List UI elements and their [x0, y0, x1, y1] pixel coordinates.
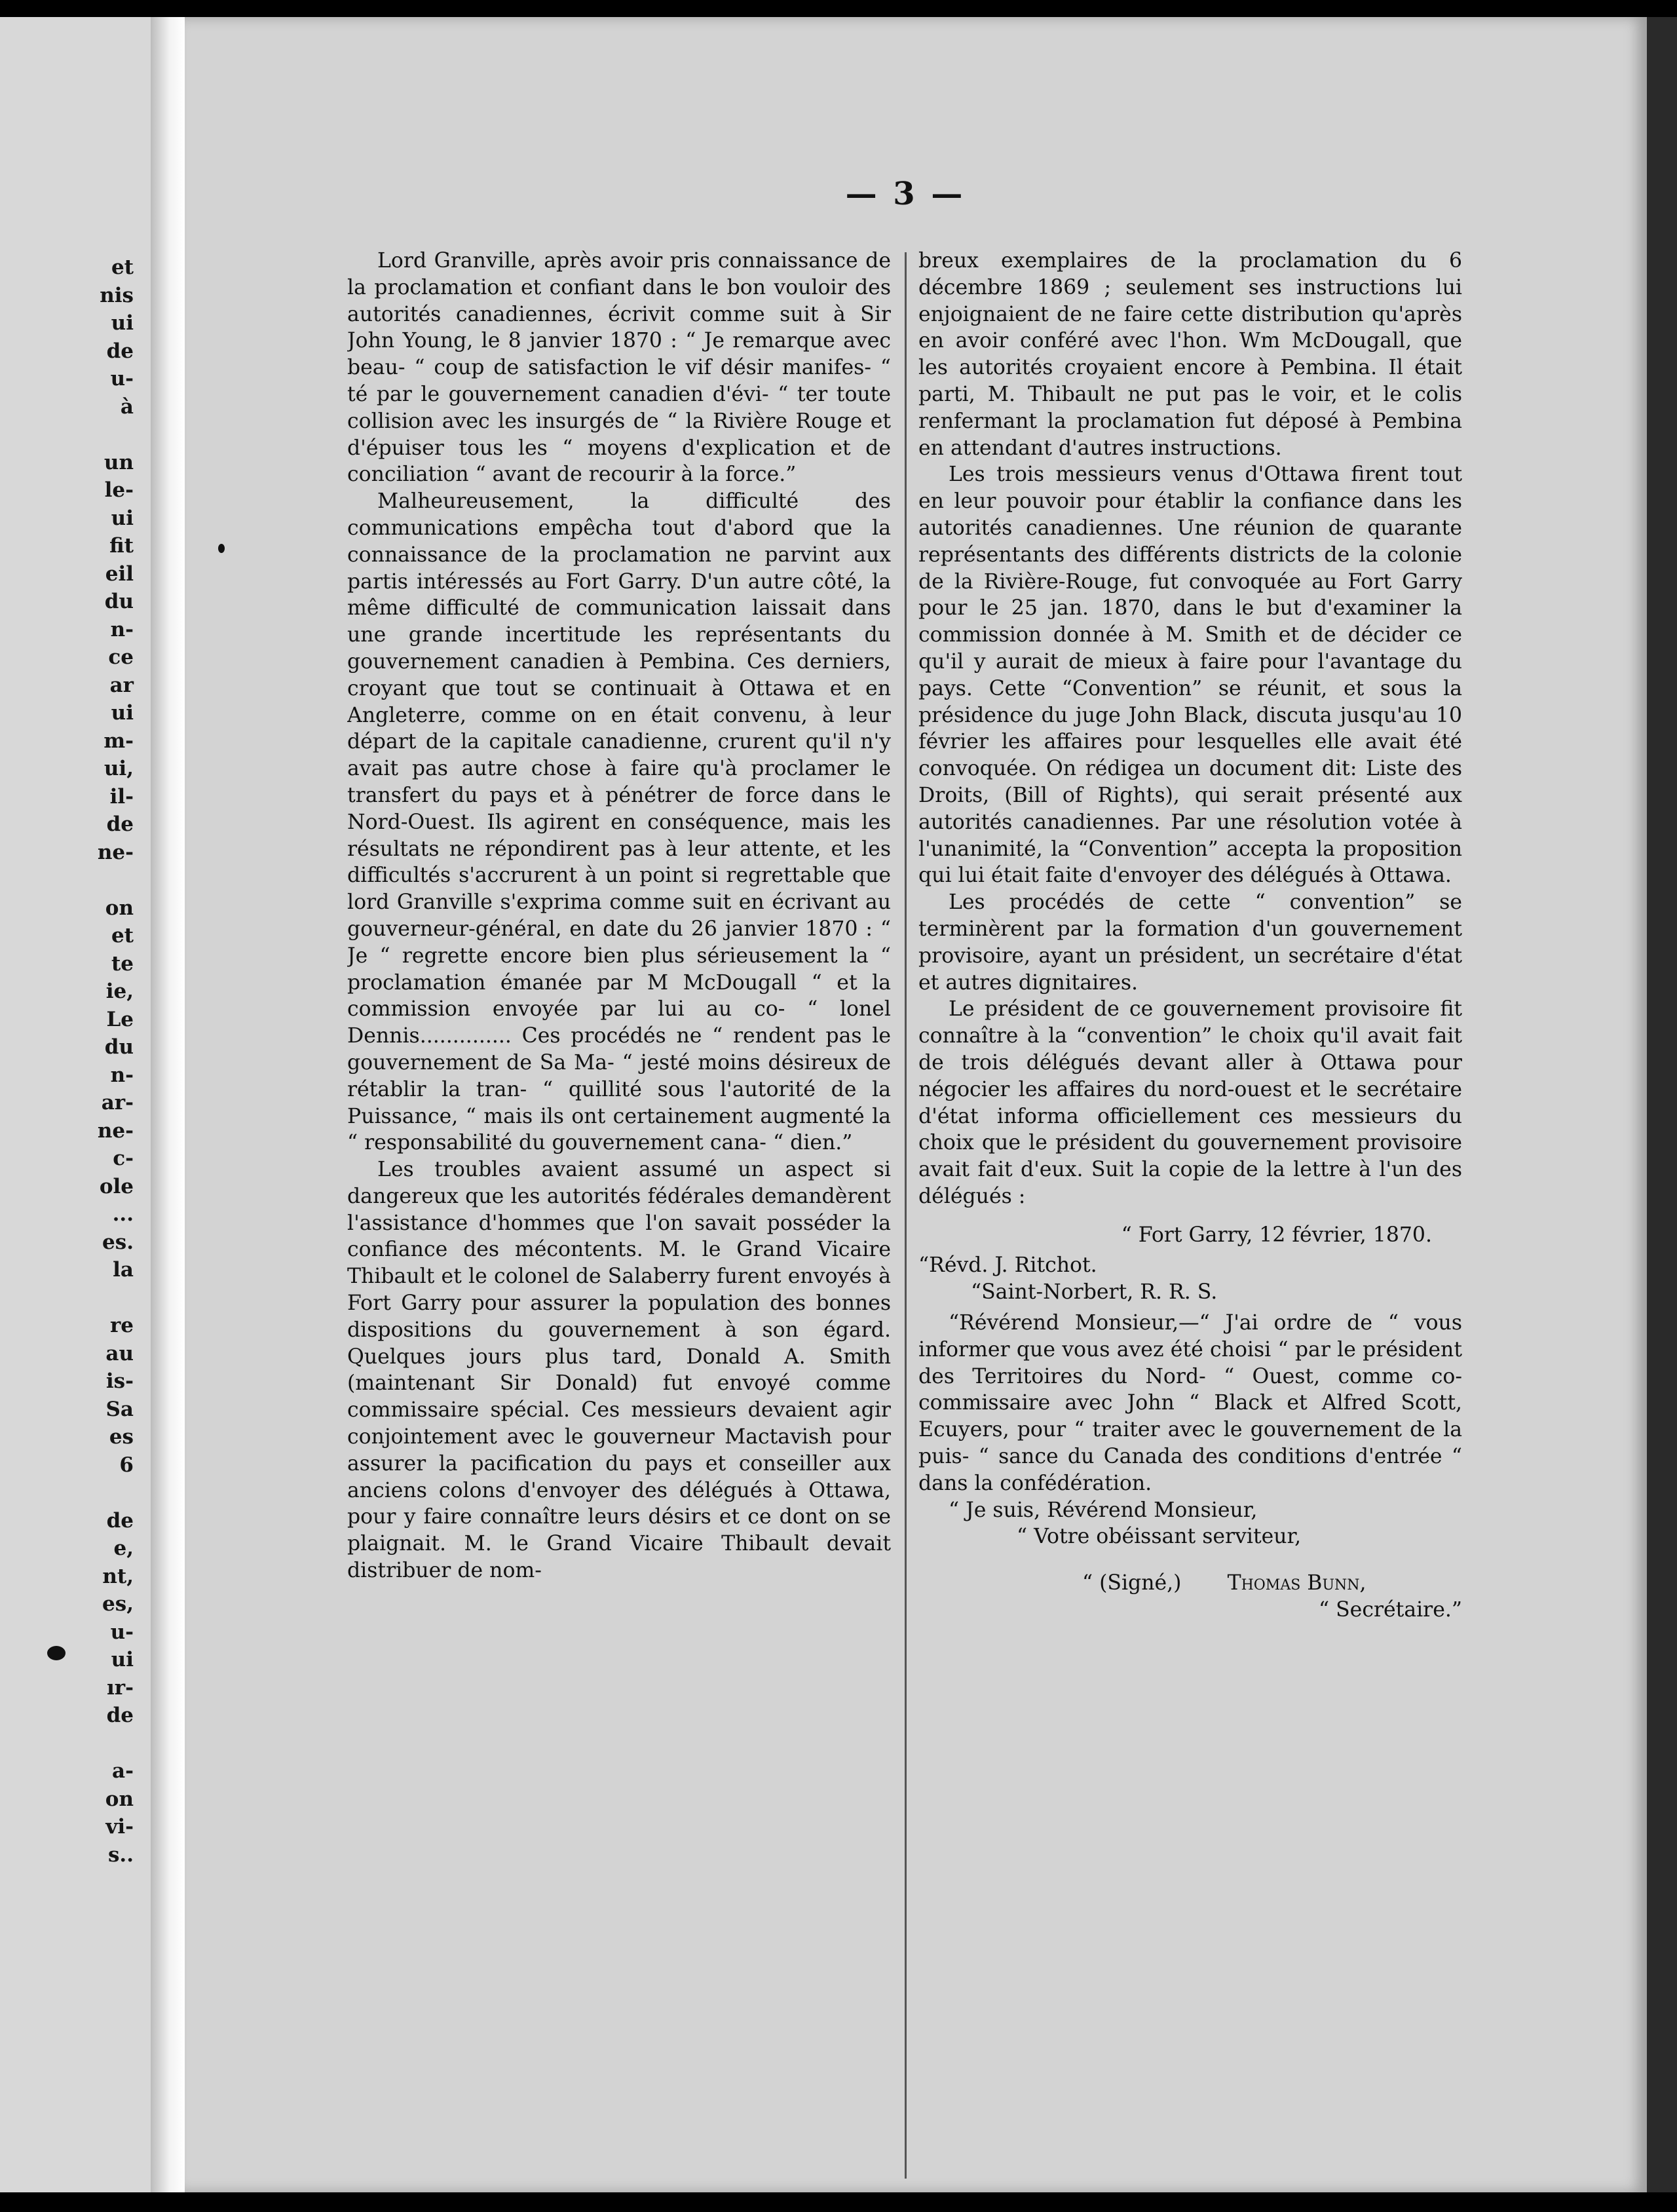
prev-page-fragment: c- [113, 1147, 134, 1170]
prev-page-fragment: ui [111, 506, 134, 530]
paragraph: Les trois messieurs venus d'Ottawa firent tout en leur pouvoir pour établir la confiance dans les autorités canadiennes. Une réunion de quarante représentants des différents districts de la colonie de la Rivière-Rouge, fut convoquée au Fort Garry pour le 25 jan. 1870, dans le but d'examiner la commission donnée à M. Smith et de décider ce qu'il y aurait de mieux à faire pour l'avantage du pays. Cette “Convention” se réunit, et sous la présidence du juge John Black, discuta jusqu'au 10 février les affaires pour lesquelles elle avait été convoquée. On rédigea un document dit: Liste des Droits, (Bill of Rights), qui serait présenté aux autorités canadiennes. Par une résolution votée à l'unanimité, la “Convention” accepta la proposition qui lui était faite d'envoyer des délégués à Ottawa. [918, 463, 1462, 888]
left-column [347, 248, 891, 2174]
paragraph: Le président de ce gouvernement provisoire fit connaître à la “convention” le choix qu'il avait fait de trois délégués devant aller à Ottawa pour négocier les affaires du nord-ouest et le secrétaire d'état informa officiellement ces messieurs du choix que le président du gouvernement provisoire avait fait d'eux. Suit la copie de la lettre à l'un des délégués : [918, 997, 1462, 1208]
prev-page-fragment: ar [109, 673, 134, 697]
prev-page-fragment: ui [111, 701, 134, 725]
paragraph: Malheureusement, la difficulté des communications empêcha tout d'abord que la connaissance de la proclamation ne parvint aux partis intéressés au Fort Garry. D'un autre côté, la même difficulté de communication laissait dans une grande incertitude les représentants du gouvernement canadien à Pembina. Ces derniers, croyant que tout se continuait à Ottawa et en Angleterre, comme on en était convenu, à leur départ de la capitale canadienne, crurent qu'il n'y avait pas autre chose à faire qu'à proclamer le transfert du pays et à pénétrer de force dans le Nord-Ouest. Ils agirent en conséquence, mais les résultats ne répondirent pas à leur attente, et les difficultés s'accrurent à un point si regrettable que lord Granville s'exprima comme suit en écrivant au gouverneur-général, en date du 26 janvier 1870 : “ Je “ regrette encore bien plus sérieusement la “ proclamation émanée par M McDougall “ et la commission envoyée par lui au co- “ lonel Dennis.............. Ces procédés ne “ rendent pas le gouvernement de Sa Ma- “ jesté moins désireux de rétablir la tran- “ quillité sous l'autorité de la Puissance, “ mais ils ont certainement augmenté la “ responsabilité du gouvernement cana- “ dien.” [347, 489, 891, 1155]
prev-page-fragment: nt, [102, 1564, 134, 1588]
prev-page-fragment: u- [110, 367, 134, 391]
prev-page-fragment: et [111, 924, 134, 947]
prev-page-fragment: ie, [105, 980, 134, 1003]
letter-closing: “ Je suis, Révérend Monsieur, [949, 1498, 1258, 1522]
prev-page-fragment: s.. [107, 1842, 134, 1867]
prev-page-fragment: de [106, 1704, 134, 1727]
prev-page-fragment: es [109, 1425, 134, 1449]
column-divider [905, 252, 907, 2179]
prev-page-fragment: du [104, 1035, 134, 1059]
prev-page-fragment: Sa [105, 1397, 134, 1421]
scan-border-bottom [0, 2192, 1677, 2212]
prev-page-fragment: et [111, 256, 134, 279]
scan-border-top [0, 0, 1677, 17]
ink-speck [47, 1646, 66, 1660]
paragraph: Les troubles avaient assumé un aspect si dangereux que les autorités fédérales demandèrent l'assistance d'hommes que l'on savait posséder la confiance des mécontents. M. le Grand Vicaire Thibault et le colonel de Salaberry furent envoyés à Fort Garry pour assurer la population des bonnes dispositions du gouvernement à son égard. Quelques jours plus tard, Donald A. Smith (maintenant Sir Donald) fut envoyé comme commissaire spécial. Ces messieurs devaient agir conjointement avec le gouverneur Mactavish pour assurer la pacification du pays et conseiller aux anciens colons d'envoyer des délégués à Ottawa, pour y faire connaître leurs désirs et ce dont on se plaignait. M. le Grand Vicaire Thibault devait distribuer de nom- [347, 1158, 891, 1583]
paragraph: Les procédés de cette “ convention” se terminèrent par la formation d'un gouvernement provisoire, ayant un président, un secrétaire d'état et autres dignitaires. [918, 890, 1462, 995]
letter-closing-2: “ Votre obéissant serviteur, [1017, 1525, 1302, 1549]
prev-page-fragment: n- [110, 1063, 134, 1087]
prev-page-fragment: 6 [119, 1453, 134, 1477]
prev-page-fragment: de [106, 339, 134, 363]
prev-page-fragment: il- [109, 784, 134, 809]
prev-page-fragment: ar- [101, 1091, 134, 1115]
ink-speck [218, 544, 225, 553]
page-edge-shadow [1647, 17, 1677, 2192]
prev-page-fragment: ne- [97, 1118, 134, 1143]
prev-page-fragment: au [105, 1341, 134, 1365]
prev-page-fragment: fit [109, 534, 134, 558]
prev-page-fragment: ole [99, 1174, 134, 1198]
prev-page-fragment: à [120, 394, 134, 419]
prev-page-fragment: de [106, 812, 134, 836]
signed-label: “ (Signé,) [1082, 1571, 1182, 1595]
page-gutter [151, 17, 185, 2192]
prev-page-fragment: e, [113, 1536, 134, 1560]
prev-page-fragment: ır- [107, 1675, 134, 1700]
right-column [918, 248, 1462, 2174]
letter-addressee: “Révd. J. Ritchot. [918, 1253, 1097, 1278]
prev-page-fragment: on [105, 896, 134, 920]
previous-page-edge [0, 17, 151, 2192]
page-number: — 3 — [845, 176, 966, 212]
prev-page-fragment: es, [102, 1592, 134, 1616]
prev-page-fragment: ne- [97, 840, 134, 864]
prev-page-fragment: la [113, 1258, 134, 1282]
prev-page-fragment: ... [112, 1202, 134, 1226]
prev-page-fragment: de [106, 1508, 134, 1533]
prev-page-fragment: m- [104, 729, 134, 753]
letter [918, 1222, 1462, 1624]
prev-page-fragment: es. [102, 1230, 134, 1254]
prev-page-fragment: re [109, 1314, 134, 1337]
prev-page-fragment: u- [110, 1620, 134, 1644]
prev-page-fragment: on [105, 1787, 134, 1811]
letter-body: “Révérend Monsieur,—“ J'ai ordre de “ vous informer que vous avez été choisi “ par le président des Territoires du Nord- “ Ouest, comme co-commissaire avec John “ Black et Alfred Scott, Ecuyers, pour “ traiter avec le gouvernement de la puis- “ sance du Canada des conditions d'entrée “ dans la confédération. [918, 1311, 1462, 1495]
letter-address: “Saint-Norbert, R. R. S. [971, 1280, 1218, 1305]
letter-dateline: “ Fort Garry, 12 février, 1870. [1121, 1223, 1432, 1247]
prev-page-fragment: n- [110, 617, 134, 641]
letter-signature [918, 1570, 1462, 1597]
prev-page-fragment: te [111, 951, 134, 976]
prev-page-fragment: nis [100, 283, 134, 307]
prev-page-fragment: ce [108, 645, 134, 669]
prev-page-fragment: ui [111, 1648, 134, 1671]
prev-page-fragment: ui, [104, 757, 134, 780]
prev-page-fragment: un [104, 450, 134, 474]
prev-page-fragment: du [104, 590, 134, 613]
prev-page-fragment: le- [104, 478, 134, 502]
prev-page-fragment: vi- [105, 1815, 134, 1839]
signer-name: Thomas Bunn, [1227, 1571, 1366, 1595]
paragraph: Lord Granville, après avoir pris connaissance de la proclamation et confiant dans le bon vouloir des autorités canadiennes, écrivit comme suit à Sir John Young, le 8 janvier 1870 : “ Je remarque avec beau- “ coup de satisfaction le vif désir manifes- “ té par le gouvernement canadien d'évi- “ ter toute collision avec les insurgés de “ la Rivière Rouge et d'épuiser tous les “ moyens d'explication et de conciliation “ avant de recourir à la force.” [347, 249, 891, 487]
signer-title: “ Secrétaire.” [1318, 1598, 1462, 1622]
prev-page-fragment: is- [105, 1369, 134, 1393]
prev-page-fragment: a- [112, 1759, 134, 1783]
prev-page-fragment: Le [106, 1007, 134, 1031]
prev-page-fragment: eil [105, 562, 134, 586]
paragraph: breux exemplaires de la proclamation du 6 décembre 1869 ; seulement ses instructions lui enjoignaient de ne faire cette distribution qu'après en avoir conféré avec l'hon. Wm McDougall, que les autorités croyaient encore à Pembina. Il était parti, M. Thibault ne put pas le voir, et le colis renfermant la proclamation fut déposé à Pembina en attendant d'autres instructions. [918, 249, 1462, 460]
prev-page-fragment: ui [111, 311, 134, 335]
